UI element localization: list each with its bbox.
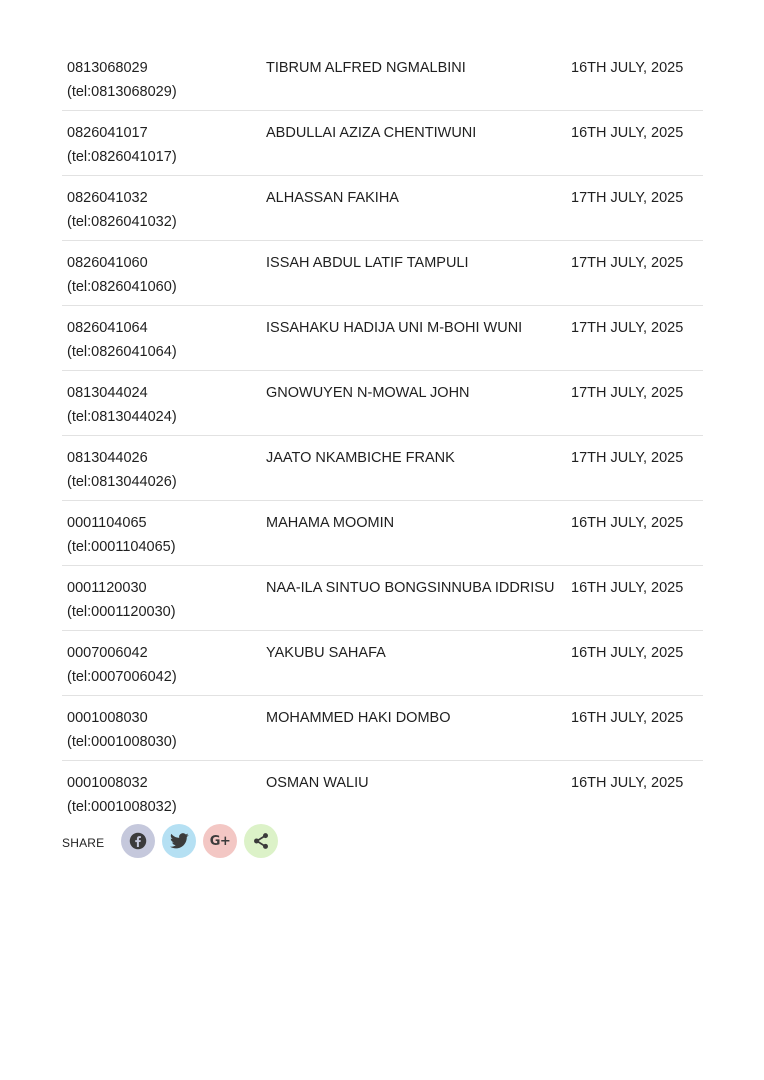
number-cell	[62, 631, 261, 696]
table-row	[62, 631, 703, 696]
name-cell: ISSAHAKU HADIJA UNI M-BOHI WUNI	[266, 320, 523, 336]
table-row	[62, 241, 703, 306]
tel-link[interactable]: (tel:0813044026)	[67, 474, 177, 490]
number-cell	[62, 501, 261, 566]
number-cell	[62, 436, 261, 501]
number-cell	[62, 111, 261, 176]
name-cell: ISSAH ABDUL LATIF TAMPULI	[266, 255, 469, 271]
table-row	[62, 761, 703, 826]
twitter-share-button[interactable]	[162, 824, 196, 858]
number-cell	[62, 46, 261, 111]
number-text: 0826041064	[67, 320, 148, 336]
date-cell: 16TH JULY, 2025	[571, 515, 684, 531]
date-cell: 16TH JULY, 2025	[571, 60, 684, 76]
number-text: 0813068029	[67, 60, 148, 76]
table-row	[62, 111, 703, 176]
facebook-icon	[129, 832, 147, 850]
name-cell: OSMAN WALIU	[266, 775, 369, 791]
share-icon	[252, 832, 270, 850]
number-text: 0001008030	[67, 710, 148, 726]
number-cell	[62, 176, 261, 241]
tel-link[interactable]: (tel:0813044024)	[67, 409, 177, 425]
number-text: 0826041017	[67, 125, 148, 141]
tel-link[interactable]: (tel:0826041060)	[67, 279, 177, 295]
results-table	[62, 46, 703, 825]
table-row	[62, 371, 703, 436]
share-bar	[62, 823, 285, 859]
date-cell: 16TH JULY, 2025	[571, 125, 684, 141]
tel-link[interactable]: (tel:0826041017)	[67, 149, 177, 165]
facebook-share-button[interactable]	[121, 824, 155, 858]
table-row	[62, 176, 703, 241]
results-table-body	[62, 46, 703, 825]
number-text: 0813044024	[67, 385, 148, 401]
number-cell	[62, 696, 261, 761]
google-plus-icon: G+	[209, 833, 231, 849]
name-cell: TIBRUM ALFRED NGMALBINI	[266, 60, 466, 76]
twitter-icon	[170, 833, 189, 849]
number-text: 0007006042	[67, 645, 148, 661]
number-cell	[62, 241, 261, 306]
number-text: 0001120030	[67, 580, 147, 596]
table-row	[62, 46, 703, 111]
tel-link[interactable]: (tel:0826041032)	[67, 214, 177, 230]
table-row	[62, 566, 703, 631]
name-cell: JAATO NKAMBICHE FRANK	[266, 450, 455, 466]
tel-link[interactable]: (tel:0826041064)	[67, 344, 177, 360]
share-label: SHARE	[62, 836, 105, 850]
tel-link[interactable]: (tel:0001008032)	[67, 799, 177, 815]
number-cell	[62, 566, 261, 631]
tel-link[interactable]: (tel:0813068029)	[67, 84, 177, 100]
table-row	[62, 501, 703, 566]
results-list	[62, 46, 703, 825]
date-cell: 17TH JULY, 2025	[571, 320, 684, 336]
number-cell	[62, 306, 261, 371]
name-cell: NAA-ILA SINTUO BONGSINNUBA IDDRISU	[266, 580, 555, 596]
table-row	[62, 306, 703, 371]
name-cell: GNOWUYEN N-MOWAL JOHN	[266, 385, 470, 401]
date-cell: 16TH JULY, 2025	[571, 645, 684, 661]
number-text: 0001008032	[67, 775, 148, 791]
name-cell: ALHASSAN FAKIHA	[266, 190, 399, 206]
name-cell: MOHAMMED HAKI DOMBO	[266, 710, 451, 726]
date-cell: 17TH JULY, 2025	[571, 450, 684, 466]
name-cell: MAHAMA MOOMIN	[266, 515, 395, 531]
number-text: 0813044026	[67, 450, 148, 466]
tel-link[interactable]: (tel:0001120030)	[67, 604, 176, 620]
generic-share-button[interactable]	[244, 824, 278, 858]
number-cell	[62, 761, 261, 826]
tel-link[interactable]: (tel:0001008030)	[67, 734, 177, 750]
number-cell	[62, 371, 261, 436]
date-cell: 16TH JULY, 2025	[571, 775, 684, 791]
date-cell: 16TH JULY, 2025	[571, 710, 684, 726]
number-text: 0826041060	[67, 255, 148, 271]
name-cell: YAKUBU SAHAFA	[266, 645, 386, 661]
table-row	[62, 696, 703, 761]
date-cell: 17TH JULY, 2025	[571, 385, 684, 401]
name-cell: ABDULLAI AZIZA CHENTIWUNI	[266, 125, 477, 141]
number-text: 0826041032	[67, 190, 148, 206]
date-cell: 17TH JULY, 2025	[571, 190, 684, 206]
google-plus-share-button[interactable]	[203, 824, 237, 858]
number-text: 0001104065	[67, 515, 147, 531]
date-cell: 16TH JULY, 2025	[571, 580, 684, 596]
table-row	[62, 436, 703, 501]
tel-link[interactable]: (tel:0001104065)	[67, 539, 176, 555]
tel-link[interactable]: (tel:0007006042)	[67, 669, 177, 685]
date-cell: 17TH JULY, 2025	[571, 255, 684, 271]
